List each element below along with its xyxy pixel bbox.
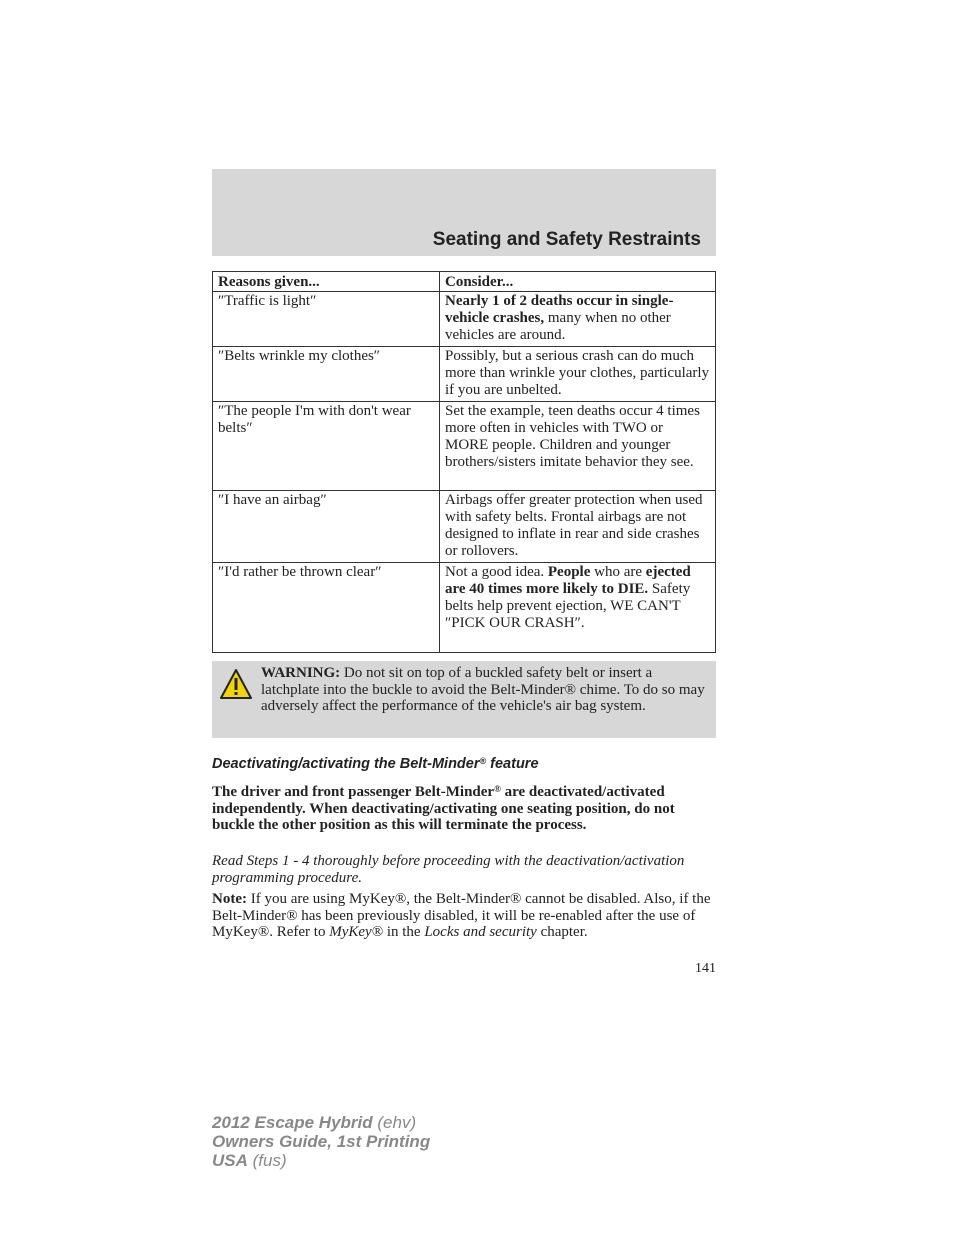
consider-text: who are xyxy=(590,564,646,580)
paragraph-text: are deactivated/activated independently. When deactivating/activating one seating position, do not buckle the other position as this will terminate the process. xyxy=(212,784,675,833)
consider-text: Safety belts help prevent ejection, WE CAN'T ″PICK OUR CRASH″. xyxy=(445,581,691,631)
footer-model: 2012 Escape Hybrid xyxy=(212,1113,373,1132)
note-text: in the xyxy=(383,924,425,940)
warning-box xyxy=(212,661,716,738)
column-header-reasons: Reasons given... xyxy=(213,272,440,292)
warning-triangle-icon xyxy=(219,668,253,702)
note-text: chapter. xyxy=(536,924,588,940)
footer-code: (fus) xyxy=(247,1151,287,1170)
footer-code: (ehv) xyxy=(372,1113,417,1132)
consider-cell: Possibly, but a serious crash can do much more than wrinkle your clothes, particularly if you are unbelted. xyxy=(440,347,716,402)
footer-line-3 xyxy=(212,1151,430,1170)
warning-label: WARNING: xyxy=(261,665,341,681)
reason-cell: ″Traffic is light″ xyxy=(213,292,440,347)
consider-text: Not a good idea. xyxy=(445,564,548,580)
consider-bold-text: ejected are 40 times more likely to DIE. xyxy=(445,564,691,597)
mykey-reference: MyKey® xyxy=(329,924,384,940)
paragraph-note xyxy=(212,891,716,941)
reason-cell: ″Belts wrinkle my clothes″ xyxy=(213,347,440,402)
consider-cell xyxy=(440,563,716,653)
registered-mark: ® xyxy=(479,756,487,766)
footer-line-2 xyxy=(212,1132,430,1151)
footer-region: USA xyxy=(212,1151,248,1170)
reason-cell: ″I'd rather be thrown clear″ xyxy=(213,563,440,653)
heading-text: feature xyxy=(486,756,539,772)
reasons-table xyxy=(212,271,716,653)
registered-mark: ® xyxy=(494,784,501,794)
table-row xyxy=(213,347,716,402)
consider-bold-text: People xyxy=(547,564,591,580)
page-number: 141 xyxy=(695,961,716,976)
paragraph-belt-minder xyxy=(212,781,716,834)
subsection-heading xyxy=(212,756,539,772)
reason-cell: ″The people I'm with don't wear belts″ xyxy=(213,402,440,491)
column-header-consider: Consider... xyxy=(440,272,716,292)
section-title: Seating and Safety Restraints xyxy=(432,229,701,250)
consider-cell: Set the example, teen deaths occur 4 times more often in vehicles with TWO or MORE people. Children and younger brothers/sisters imitate behavior they see. xyxy=(440,402,716,491)
chapter-reference: Locks and security xyxy=(424,924,537,940)
warning-text: Do not sit on top of a buckled safety belt or insert a latchplate into the buckle to avoid the Belt-Minder® chime. To do so may adversely affect the performance of the vehicle's air bag system. xyxy=(261,665,705,714)
consider-bold-text: Nearly 1 of 2 deaths occur in single-vehicle crashes, xyxy=(445,293,674,326)
heading-text: Deactivating/activating the Belt-Minder xyxy=(212,756,480,772)
footer-guide: Owners Guide, 1st Printing xyxy=(212,1132,431,1151)
section-header-band xyxy=(212,169,716,256)
footer xyxy=(212,1113,430,1170)
note-label: Note: xyxy=(212,891,247,907)
table-row xyxy=(213,563,716,653)
note-text: If you are using MyKey®, the Belt-Minder® cannot be disabled. Also, if the Belt-Minder® has been previously disabled, it will be re-enabled after the use of MyKey®. Refer to xyxy=(212,891,711,940)
footer-line-1 xyxy=(212,1113,430,1132)
consider-text: many when no other vehicles are around. xyxy=(445,310,671,343)
consider-cell: Airbags offer greater protection when used with safety belts. Frontal airbags are not designed to inflate in rear and side crashes or rollovers. xyxy=(440,491,716,563)
table-row xyxy=(213,292,716,347)
table-row xyxy=(213,491,716,563)
paragraph-text: The driver and front passenger Belt-Minder xyxy=(212,784,495,800)
reason-cell: ″I have an airbag″ xyxy=(213,491,440,563)
consider-cell xyxy=(440,292,716,347)
paragraph-read-steps: Read Steps 1 - 4 thoroughly before proceeding with the deactivation/activation programming procedure. xyxy=(212,853,685,886)
table-header-row xyxy=(213,272,716,292)
table-row xyxy=(213,402,716,491)
